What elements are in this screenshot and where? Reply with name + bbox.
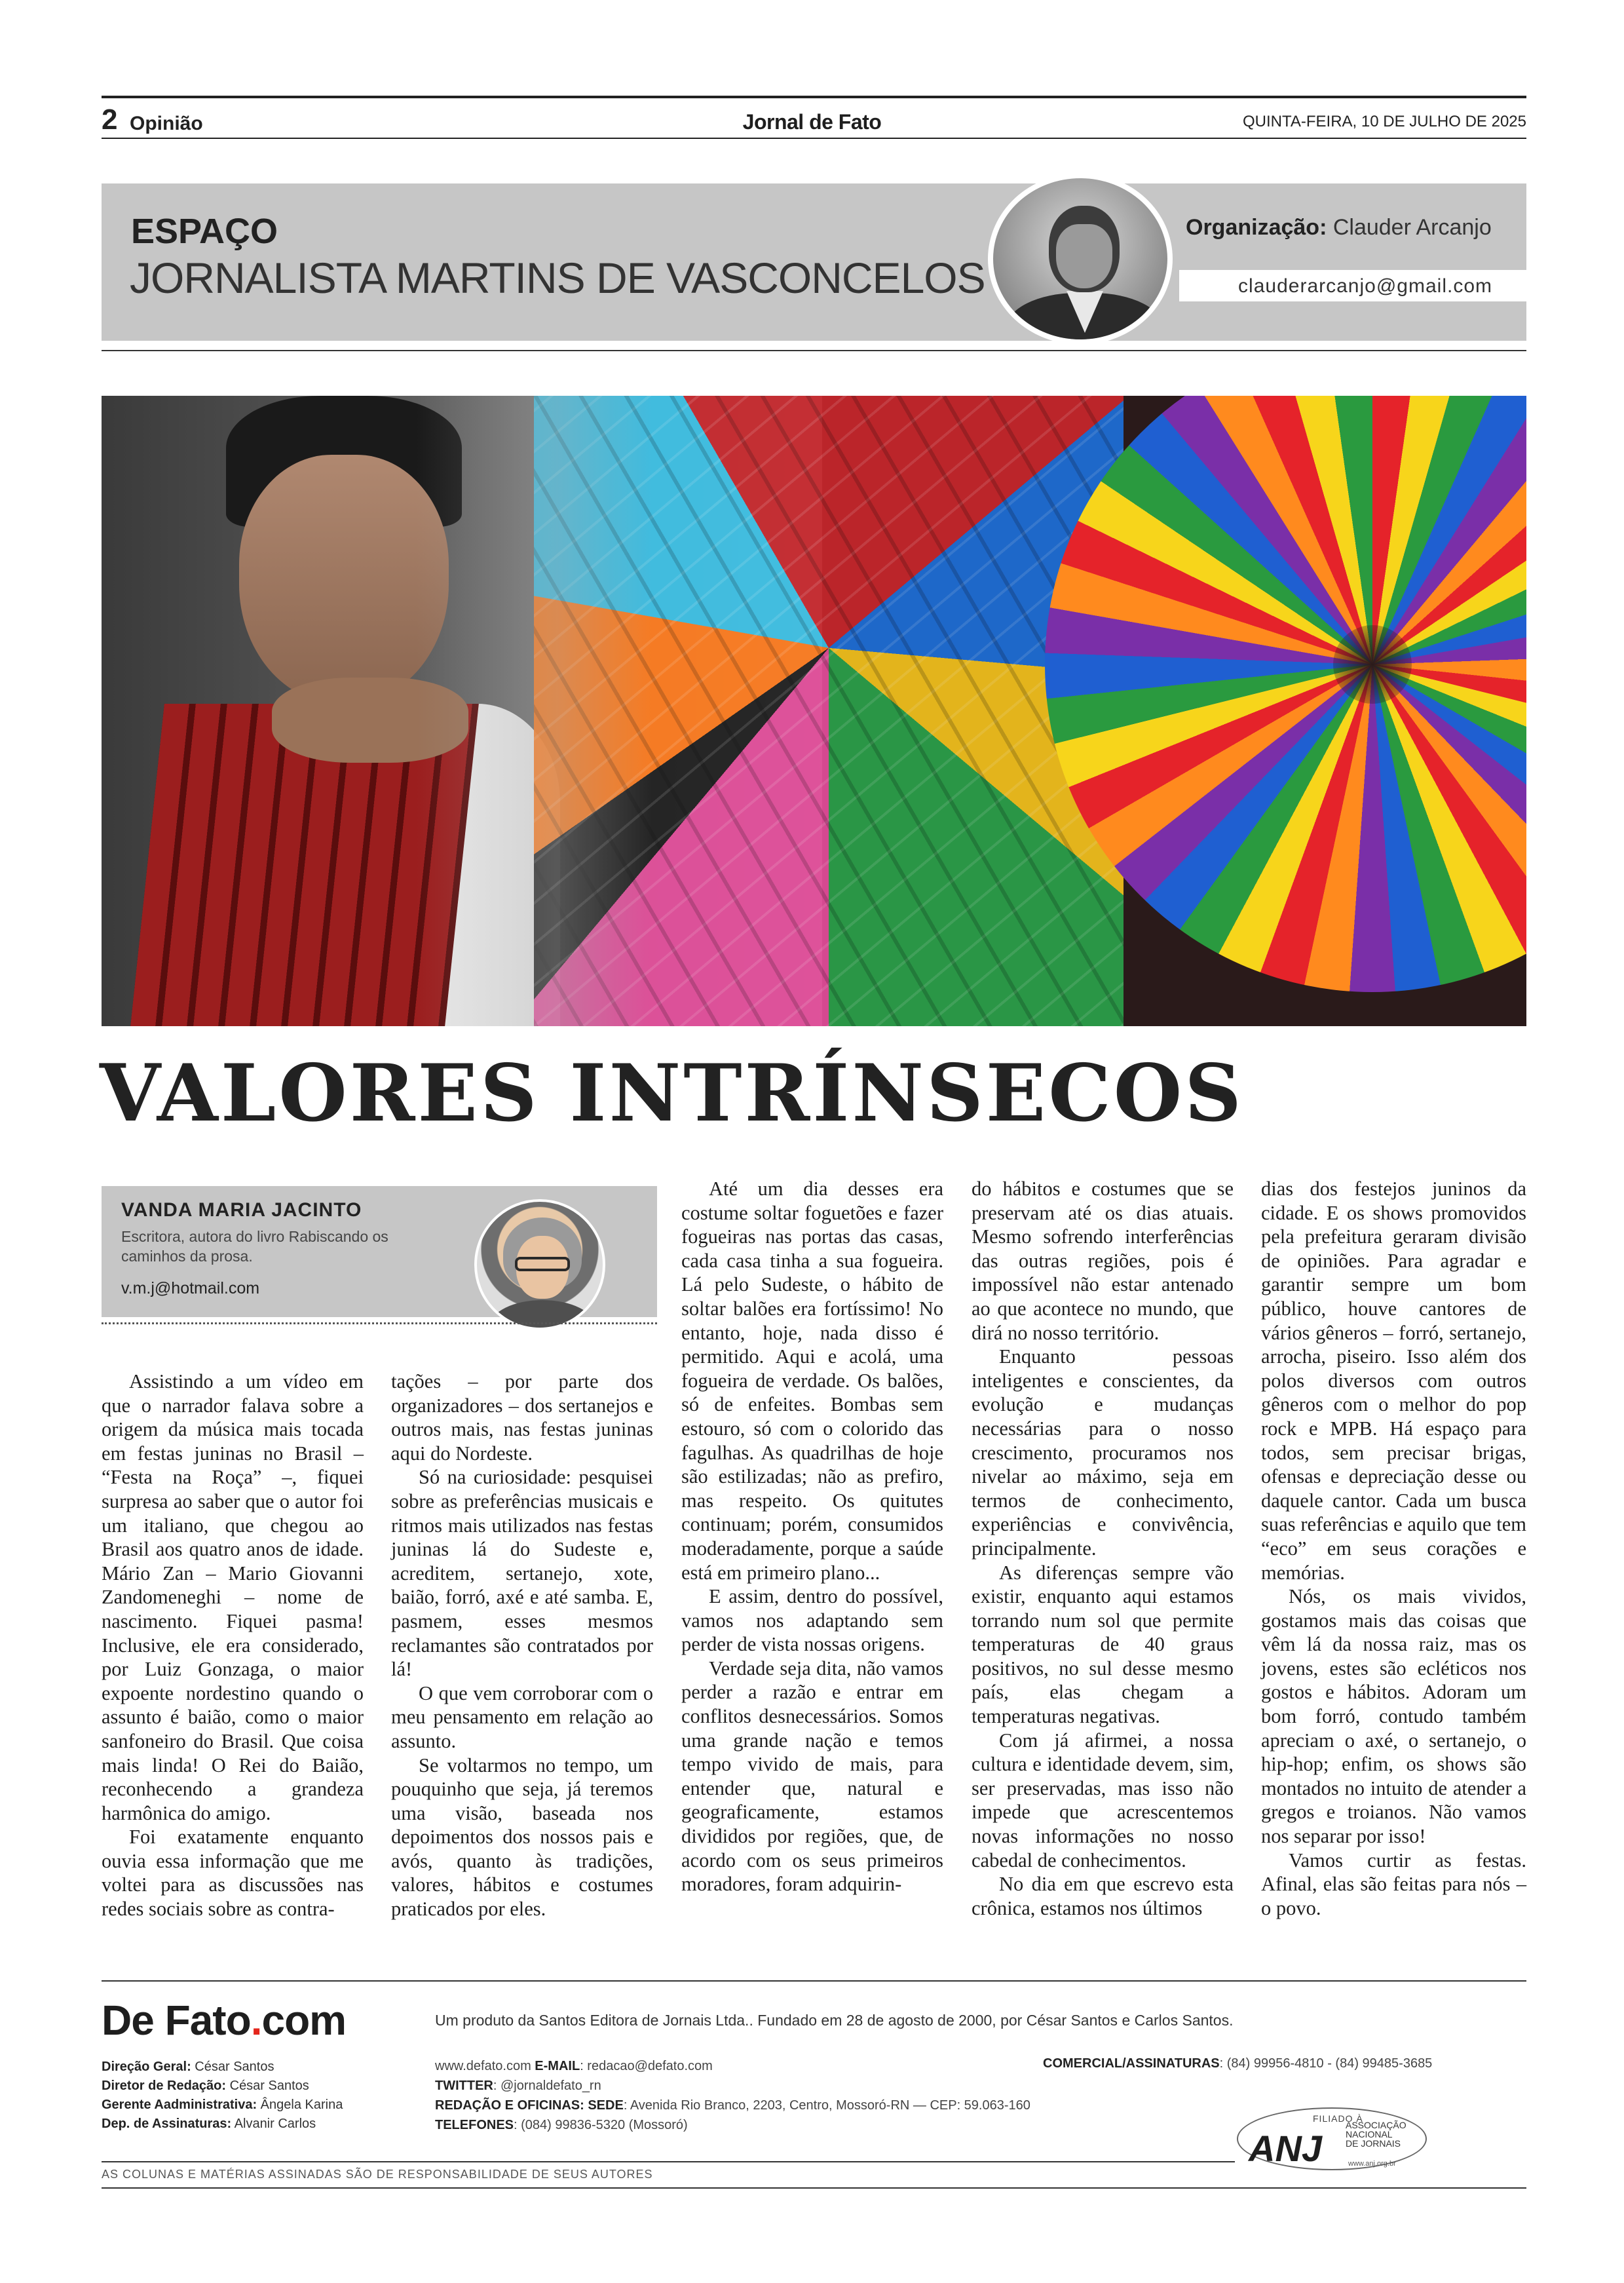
contact-entry: www.defato.com E-MAIL: redacao@defato.com [435, 2059, 713, 2073]
footer-rule [102, 1980, 1526, 1982]
contact-list [435, 2056, 1030, 2135]
footer-disclaimer: AS COLUNAS E MATÉRIAS ASSINADAS SÃO DE RESPONSABILIDADE DE SEUS AUTORES [102, 2168, 653, 2181]
paragraph: No dia em que escrevo esta crônica, estamos nos últimos [972, 1873, 1234, 1919]
author-description: Escritora, autora do livro Rabiscando os caminhos da prosa. [121, 1228, 388, 1265]
issue-date: QUINTA-FEIRA, 10 DE JULHO DE 2025 [1242, 113, 1526, 130]
paragraph: Se voltarmos no tempo, um pouquinho que seja, já teremos uma visão, baseada nos depoimentos dos nossos pais e avós, quanto às tradições, valores, hábitos e costumes praticados por eles. [391, 1754, 653, 1921]
paragraph: Vamos curtir as festas. Afinal, elas são feitas para nós – o povo. [1261, 1849, 1526, 1919]
paragraph: O que vem corroborar com o meu pensamento em relação ao assunto. [391, 1681, 653, 1752]
anj-logo: ANJ [1249, 2128, 1323, 2169]
footer-tagline: Um produto da Santos Editora de Jornais Ltda.. Fundado em 28 de agosto de 2000, por César Santos e Carlos Santos. [435, 2012, 1234, 2029]
commercial-contact: COMERCIAL/ASSINATURAS: (84) 99956-4810 - (84) 99485-3685 [1043, 2056, 1433, 2071]
author-photo [474, 1199, 605, 1330]
paragraph: E assim, dentro do possível, vamos nos adaptando sem perder de vista nossas origens. [681, 1585, 943, 1656]
footer-rule-3 [102, 2187, 1526, 2189]
article-column-1 [102, 1370, 364, 1921]
organization-label: Organização: [1186, 215, 1327, 240]
staff-entry: Gerente Aadministrativa: Ângela Karina [102, 2098, 343, 2112]
article-column-4 [972, 1177, 1234, 1920]
article-column-3 [681, 1177, 943, 1896]
paragraph: Até um dia desses era costume soltar foguetões e fazer fogueiras nas portas das casas, cada casa tinha a sua fogueira. Lá pelo Sudeste, o hábito de soltar balões era fortíssimo! No entanto, hoje, nada disso é permitido. Aqui e acolá, uma fogueira de verdade. Os balões, só de enfeites. Bombas sem estouro, só com o colorido das fagulhas. As quadrilhas de hoje são estilizadas; não as prefiro, mas respeito. Os quitutes continuam; porém, consumidos moderadamente, porque a saúde está em primeiro plano... [681, 1178, 943, 1584]
banner-title-journalist: JORNALISTA MARTINS DE VASCONCELOS [130, 254, 985, 302]
top-rule [102, 96, 1526, 98]
paragraph: Nós, os mais vividos, gostamos mais das coisas que vêm lá da nossa raiz, mas os jovens, estes são ecléticos nos gostos e hábitos. Adoram um bom forró, contudo também apreciam o axé, o sertanejo, o hip-hop; enfim, os shows são montados no intuito de atender a gregos e troianos. Não vamos nos separar por isso! [1261, 1585, 1526, 1848]
anj-url: www.anj.org.br [1348, 2160, 1396, 2168]
article-column-5 [1261, 1177, 1526, 1920]
staff-list [102, 2058, 343, 2134]
newspaper-name: Jornal de Fato [742, 110, 882, 134]
paragraph: Verdade seja dita, não vamos perder a razão e entrar em conflitos desnecessários. Somos uma grande nação e temos tempo vivido de mais, para entender que, natural e geograficamente, estamos divididos por regiões, que, de acordo com os seus primeiros moradores, foram adquirin- [681, 1657, 943, 1896]
paragraph: Enquanto pessoas inteligentes e conscientes, da evolução e mudanças necessárias para o nosso crescimento, procuramos nos nivelar ao máximo, seja em termos de conhecimento, experiências e convivência, principalmente. [972, 1345, 1234, 1560]
contact-entry: REDAÇÃO E OFICINAS: SEDE: Avenida Rio Branco, 2203, Centro, Mossoró-RN — CEP: 59.063-160 [435, 2098, 1030, 2113]
paragraph: Assistindo a um vídeo em que o narrador falava sobre a origem da música mais tocada em festas juninas no Brasil – “Festa na Roça” –, fiquei surpresa ao saber que o autor foi um italiano, que chegou ao Brasil aos quatro anos de idade. Mário Zan – Mario Giovanni Zandomeneghi – nome de nascimento. Fiquei pasma! Inclusive, ele era considerado, por Luiz Gonzaga, o maior expoente nordestino quando o assunto é baião, como o maior sanfoneiro do Brasil. Que coisa mais linda! O Rei do Baião, reconhecendo a grandeza harmônica do amigo. [102, 1370, 364, 1824]
paragraph: Com já afirmei, a nossa cultura e identidade devem, sim, ser preservadas, mas isso não impede que acrescentemos novas informações no nosso cabedal de conhecimentos. [972, 1729, 1234, 1871]
defato-logo: De Fato.com [102, 1997, 347, 2044]
paragraph: do hábitos e costumes que se preservam até os dias atuais. Mesmo sofrendo interferências das outras regiões, pois é impossível não estar antenado ao que acontece no mundo, que dirá no nosso território. [972, 1178, 1234, 1344]
contact-entry: TELEFONES: (084) 99836-5320 (Mossoró) [435, 2118, 688, 2132]
author-name: VANDA MARIA JACINTO [121, 1199, 362, 1221]
organizer-email-box [1179, 270, 1526, 301]
anj-association-name: ASSOCIAÇÃO NACIONAL DE JORNAIS [1346, 2120, 1407, 2149]
staff-entry: Direção Geral: César Santos [102, 2060, 274, 2074]
section-name: Opinião [130, 113, 203, 134]
banner-title-espaco: ESPAÇO [131, 212, 278, 251]
organization-credit [1186, 215, 1492, 240]
article-headline: VALORES INTRÍNSECOS [100, 1047, 1244, 1140]
anj-affiliated: FILIADO À [1313, 2113, 1363, 2124]
header-rule [102, 138, 1526, 139]
staff-entry: Dep. de Assinaturas: Alvanir Carlos [102, 2117, 316, 2131]
author-rule [102, 1322, 657, 1324]
paragraph: tações – por parte dos organizadores – dos sertanejos e outros mais, nas festas juninas aqui do Nordeste. [391, 1370, 653, 1465]
paragraph: Só na curiosidade: pesquisei sobre as preferências musicais e ritmos mais utilizados nas festas juninas lá do Sudeste e, acreditem, sertanejo, xote, baião, forró, axé e até samba. E, pasmem, esses mesmos reclamantes são contratados por lá! [391, 1466, 653, 1681]
contact-entry: TWITTER: @jornaldefato_rn [435, 2079, 601, 2093]
hero-photo [102, 396, 1526, 1026]
organizer-email: clauderarcanjo@gmail.com [1238, 275, 1492, 297]
paragraph: dias dos festejos juninos da cidade. E os shows promovidos pela prefeitura geraram divisão de opiniões. Para agradar e garantir sempre um bom público, houve cantores de vários gêneros – forró, sertanejo, arrocha, piseiro. Isso além dos polos diversos com outros gêneros com o melhor do pop rock e MPB. Há espaço para todos, sem precisar brigas, ofensas e depreciação desse ou daquele cantor. Cada um busca suas referências e aquilo que tem “eco” em seus corações e memórias. [1261, 1178, 1526, 1584]
author-email: v.m.j@hotmail.com [121, 1279, 260, 1297]
organizer-name: Clauder Arcanjo [1332, 215, 1492, 240]
staff-entry: Diretor de Redação: César Santos [102, 2079, 309, 2093]
paragraph: As diferenças sempre vão existir, enquanto aqui estamos torrando num sol que permite temperaturas de 40 graus positivos, no sul desse mesmo país, elas chegam a temperaturas negativas. [972, 1561, 1234, 1728]
banner-rule [102, 350, 1526, 351]
journalist-portrait [988, 173, 1173, 345]
page-number: 2 [102, 104, 118, 136]
paragraph: Foi exatamente enquanto ouvia essa informação que me voltei para as discussões nas redes sociais sobre as contra- [102, 1826, 364, 1921]
footer-rule-2 [102, 2161, 1235, 2162]
article-column-2 [391, 1370, 653, 1921]
